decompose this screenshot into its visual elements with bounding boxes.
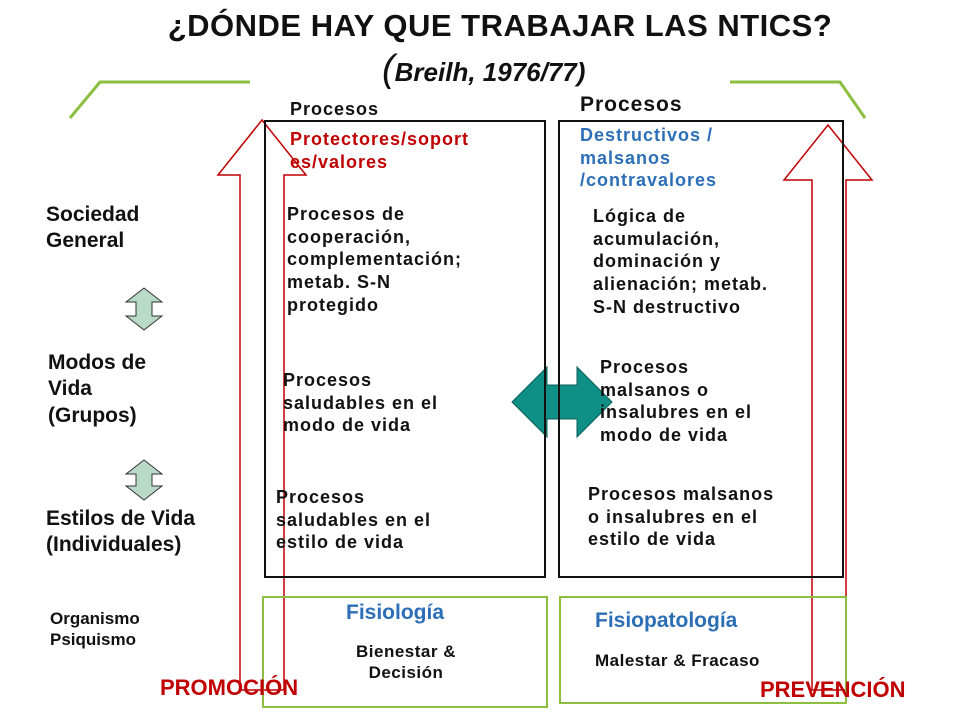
promocion-label: PROMOCIÓN xyxy=(160,675,299,700)
left-header-label: Procesos xyxy=(290,99,380,119)
left-green-bracket xyxy=(70,82,250,118)
prevencion-label: PREVENCIÓN xyxy=(760,677,906,702)
fisiopatologia-title: Fisiopatología xyxy=(595,609,738,632)
right-estilos-text: Procesos malsanos o insalubres en el estilo de vida xyxy=(588,484,775,550)
double-arrow-modos-estilos xyxy=(126,460,162,500)
left-modos-text: Procesos saludables en el modo de vida xyxy=(283,370,439,436)
right-header-label: Procesos xyxy=(580,93,683,116)
fisiopatologia-text: Malestar & Fracaso xyxy=(595,651,760,670)
label-organismo-psiquismo: Organismo Psiquismo xyxy=(50,609,140,650)
label-estilos-de-vida: Estilos de Vida (Individuales) xyxy=(46,507,195,557)
label-sociedad-general: Sociedad General xyxy=(46,203,140,253)
subtitle-citation: Breilh, 1976/77) xyxy=(394,57,586,87)
label-modos-de-vida: Modos de Vida (Grupos) xyxy=(48,351,146,427)
left-estilos-text: Procesos saludables en el estilo de vida xyxy=(276,487,432,553)
double-arrow-sociedad-modos xyxy=(126,288,162,330)
right-modos-text: Procesos malsanos o insalubres en el modo de vida xyxy=(600,357,753,446)
left-sociedad-text: Procesos de cooperación, complementación; metab. S-N protegido xyxy=(287,204,463,315)
right-green-bracket xyxy=(730,82,865,118)
fisiologia-text: Bienestar & Decisión xyxy=(356,642,456,683)
right-sociedad-text: Lógica de acumulación, dominación y alienación; metab. S-N destructivo xyxy=(593,206,769,317)
subtitle-paren: ( xyxy=(382,48,395,90)
page-title: ¿DÓNDE HAY QUE TRABAJAR LAS NTICS? xyxy=(167,8,833,43)
right-header-sub: Destructivos / malsanos /contravalores xyxy=(580,125,718,191)
fisiologia-title: Fisiología xyxy=(346,601,445,624)
left-header-sub: Protectores/soport es/valores xyxy=(290,129,470,172)
